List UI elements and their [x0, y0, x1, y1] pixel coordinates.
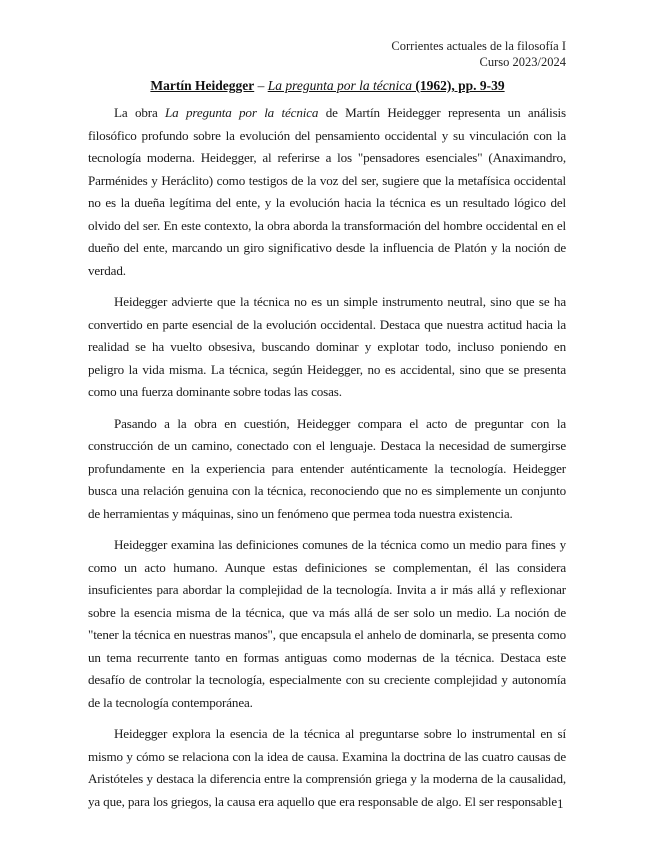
paragraph-1 — [88, 102, 566, 282]
paragraph-1-lead: La obra — [114, 105, 166, 120]
title-work: La pregunta por la técnica — [267, 78, 412, 93]
paragraph-4: Heidegger examina las definiciones comunes de la técnica como un medio para fines y como un acto humano. Aunque estas definiciones se complementan, él las considera insuficientes para abordar la complejidad de la tecnología. Invita a ir más allá y reflexionar sobre la esencia misma de la técnica, que va más allá de ser solo un medio. La noción de "tener la técnica en nuestras manos", que encapsula el anhelo de dominarla, se presenta como un tema recurrente tanto en formas antiguas como modernas de la técnica. Destaca este desafío de controlar la tecnología, especialmente con su creciente complejidad y autonomía de la tecnología contemporánea. — [88, 537, 566, 710]
paragraph-3: Pasando a la obra en cuestión, Heidegger compara el acto de preguntar con la construcción de un camino, conectado con el lenguaje. Destaca la necesidad de sumergirse profundamente en la experiencia para entender auténticamente la tecnología. Heidegger busca una relación genuina con la técnica, reconociendo que no es simplemente un conjunto de herramientas y máquinas, sino un fenómeno que permea toda nuestra existencia. — [88, 415, 566, 521]
paragraph-5: Heidegger explora la esencia de la técnica al preguntarse sobre lo instrumental en sí mismo y cómo se relaciona con la idea de causa. Examina la doctrina de las cuatro causas de Aristóteles y destaca la diferencia entre la comprensión griega y la moderna de la causalidad, ya que, para los griegos, la causa era aquello que era responsable de algo. El ser responsable — [88, 726, 566, 809]
title-author: Martín Heidegger — [150, 78, 255, 93]
title-dash: – — [254, 78, 268, 93]
paragraph-2: Heidegger advierte que la técnica no es un simple instrumento neutral, sino que se ha convertido en parte esencial de la evolución occidental. Destaca que nuestra actitud hacia la realidad se ha vuelto obsesiva, buscando dominar y explotar todo, incluso poniendo en peligro la vida misma. La técnica, según Heidegger, no es accidental, sino que se presenta como una fuerza dominante sobre todas las cosas. — [88, 294, 566, 399]
page-header — [391, 38, 566, 70]
course-term: Curso 2023/2024 — [479, 55, 566, 69]
course-name: Corrientes actuales de la filosofía I — [391, 39, 566, 53]
page-number: 1 — [557, 796, 564, 811]
paragraph-1-text: de Martín Heidegger representa un análisis filosófico profundo sobre la evolución del pensamiento occidental y su vinculación con la tecnología moderna. Heidegger, al referirse a los "pensadores esenciales" (Anaximandro, Parménides y Heráclito) como testigos de la voz del ser, sugiere que la metafísica occidental no es la dueña legítima del ente, y la evolución hacia la técnica es un resultado lógico del olvido del ser. En este contexto, la obra aborda la transformación del hombre occidental en el dueño del ente, marcando un giro significativo desde la influencia de Platón y la noción de verdad. — [88, 105, 566, 278]
paragraph-1-work-title: La pregunta por la técnica — [165, 105, 319, 120]
title-year-pages: (1962), pp. 9-39 — [411, 78, 505, 93]
document-title — [88, 77, 567, 95]
document-body — [88, 102, 566, 822]
